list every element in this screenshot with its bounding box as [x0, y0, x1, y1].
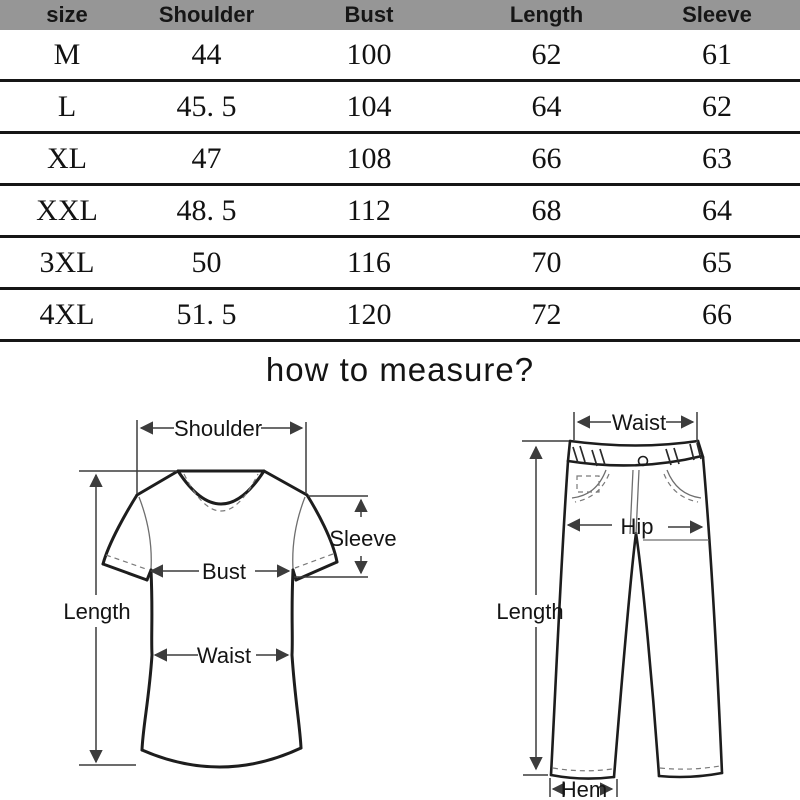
table-row — [0, 133, 800, 185]
length-cell: 70 — [459, 237, 634, 289]
size-cell: XXL — [0, 185, 134, 237]
column-header-bust: Bust — [279, 0, 459, 30]
shoulder-cell: 45. 5 — [134, 81, 279, 133]
pants-waistband-left-edge — [568, 441, 570, 461]
pants-right-pocket — [667, 470, 701, 498]
header-row — [0, 0, 800, 30]
bust-cell: 116 — [279, 237, 459, 289]
bust-cell: 104 — [279, 81, 459, 133]
length-cell: 64 — [459, 81, 634, 133]
shoulder-cell: 51. 5 — [134, 289, 279, 341]
table-row — [0, 237, 800, 289]
bust-cell: 108 — [279, 133, 459, 185]
size-cell: M — [0, 30, 134, 81]
pants-hem-label: Hem — [560, 777, 608, 800]
tshirt-left-side — [142, 570, 152, 750]
tshirt-left-seam — [139, 497, 151, 569]
pants-coin-pocket — [577, 476, 599, 492]
tshirt-right-seam — [293, 497, 305, 569]
table-row — [0, 81, 800, 133]
column-header-sleeve: Sleeve — [634, 0, 800, 30]
bust-cell: 100 — [279, 30, 459, 81]
pants-length-label: Length — [496, 599, 564, 624]
size-cell: 4XL — [0, 289, 134, 341]
tshirt-hem — [142, 748, 301, 767]
table-row — [0, 30, 800, 81]
table-row — [0, 185, 800, 237]
pants-right-pocket-stitch — [664, 474, 698, 502]
shirt-shoulder-label: Shoulder — [173, 416, 263, 441]
size-chart-table — [0, 0, 800, 342]
sleeve-cell: 64 — [634, 185, 800, 237]
tshirt-right-side — [292, 570, 301, 748]
measurement-diagrams — [0, 390, 800, 800]
pants-diagram — [496, 410, 722, 800]
bust-cell: 112 — [279, 185, 459, 237]
pants-left-hem-stitch — [553, 768, 612, 771]
pants-right-outseam — [703, 457, 722, 773]
column-header-length: Length — [459, 0, 634, 30]
pants-left-pocket-stitch — [575, 474, 609, 502]
length-cell: 62 — [459, 30, 634, 81]
column-header-size: size — [0, 0, 134, 30]
sleeve-cell: 61 — [634, 30, 800, 81]
pants-inseams — [614, 533, 659, 777]
pants-hip-label: Hip — [620, 514, 654, 539]
shirt-sleeve-label: Sleeve — [329, 526, 397, 551]
shoulder-cell: 50 — [134, 237, 279, 289]
tshirt-left-sleeve — [103, 495, 137, 564]
tshirt-shoulder-line — [137, 471, 307, 495]
shoulder-cell: 44 — [134, 30, 279, 81]
length-cell: 66 — [459, 133, 634, 185]
sleeve-cell: 65 — [634, 237, 800, 289]
size-cell: 3XL — [0, 237, 134, 289]
size-cell: XL — [0, 133, 134, 185]
sleeve-cell: 62 — [634, 81, 800, 133]
shoulder-cell: 47 — [134, 133, 279, 185]
pants-waistband-bottom — [568, 456, 702, 465]
size-cell: L — [0, 81, 134, 133]
pants-right-hem-stitch — [660, 766, 720, 769]
pants-right-hem — [659, 773, 722, 777]
how-to-measure-title: how to measure? — [265, 351, 535, 388]
tshirt-left-cuff — [103, 564, 147, 580]
tshirt-diagram — [63, 416, 396, 767]
sleeve-cell: 66 — [634, 289, 800, 341]
bust-cell: 120 — [279, 289, 459, 341]
sleeve-cell: 63 — [634, 133, 800, 185]
pants-waist-label: Waist — [611, 410, 667, 435]
length-cell: 72 — [459, 289, 634, 341]
shirt-length-label: Length — [63, 599, 131, 624]
shoulder-cell: 48. 5 — [134, 185, 279, 237]
belt-loop — [573, 446, 585, 463]
table-row — [0, 289, 800, 341]
pants-waist-top — [570, 441, 698, 446]
column-header-shoulder: Shoulder — [134, 0, 279, 30]
shirt-waist-label: Waist — [196, 643, 252, 668]
length-cell: 68 — [459, 185, 634, 237]
shirt-bust-label: Bust — [201, 559, 247, 584]
